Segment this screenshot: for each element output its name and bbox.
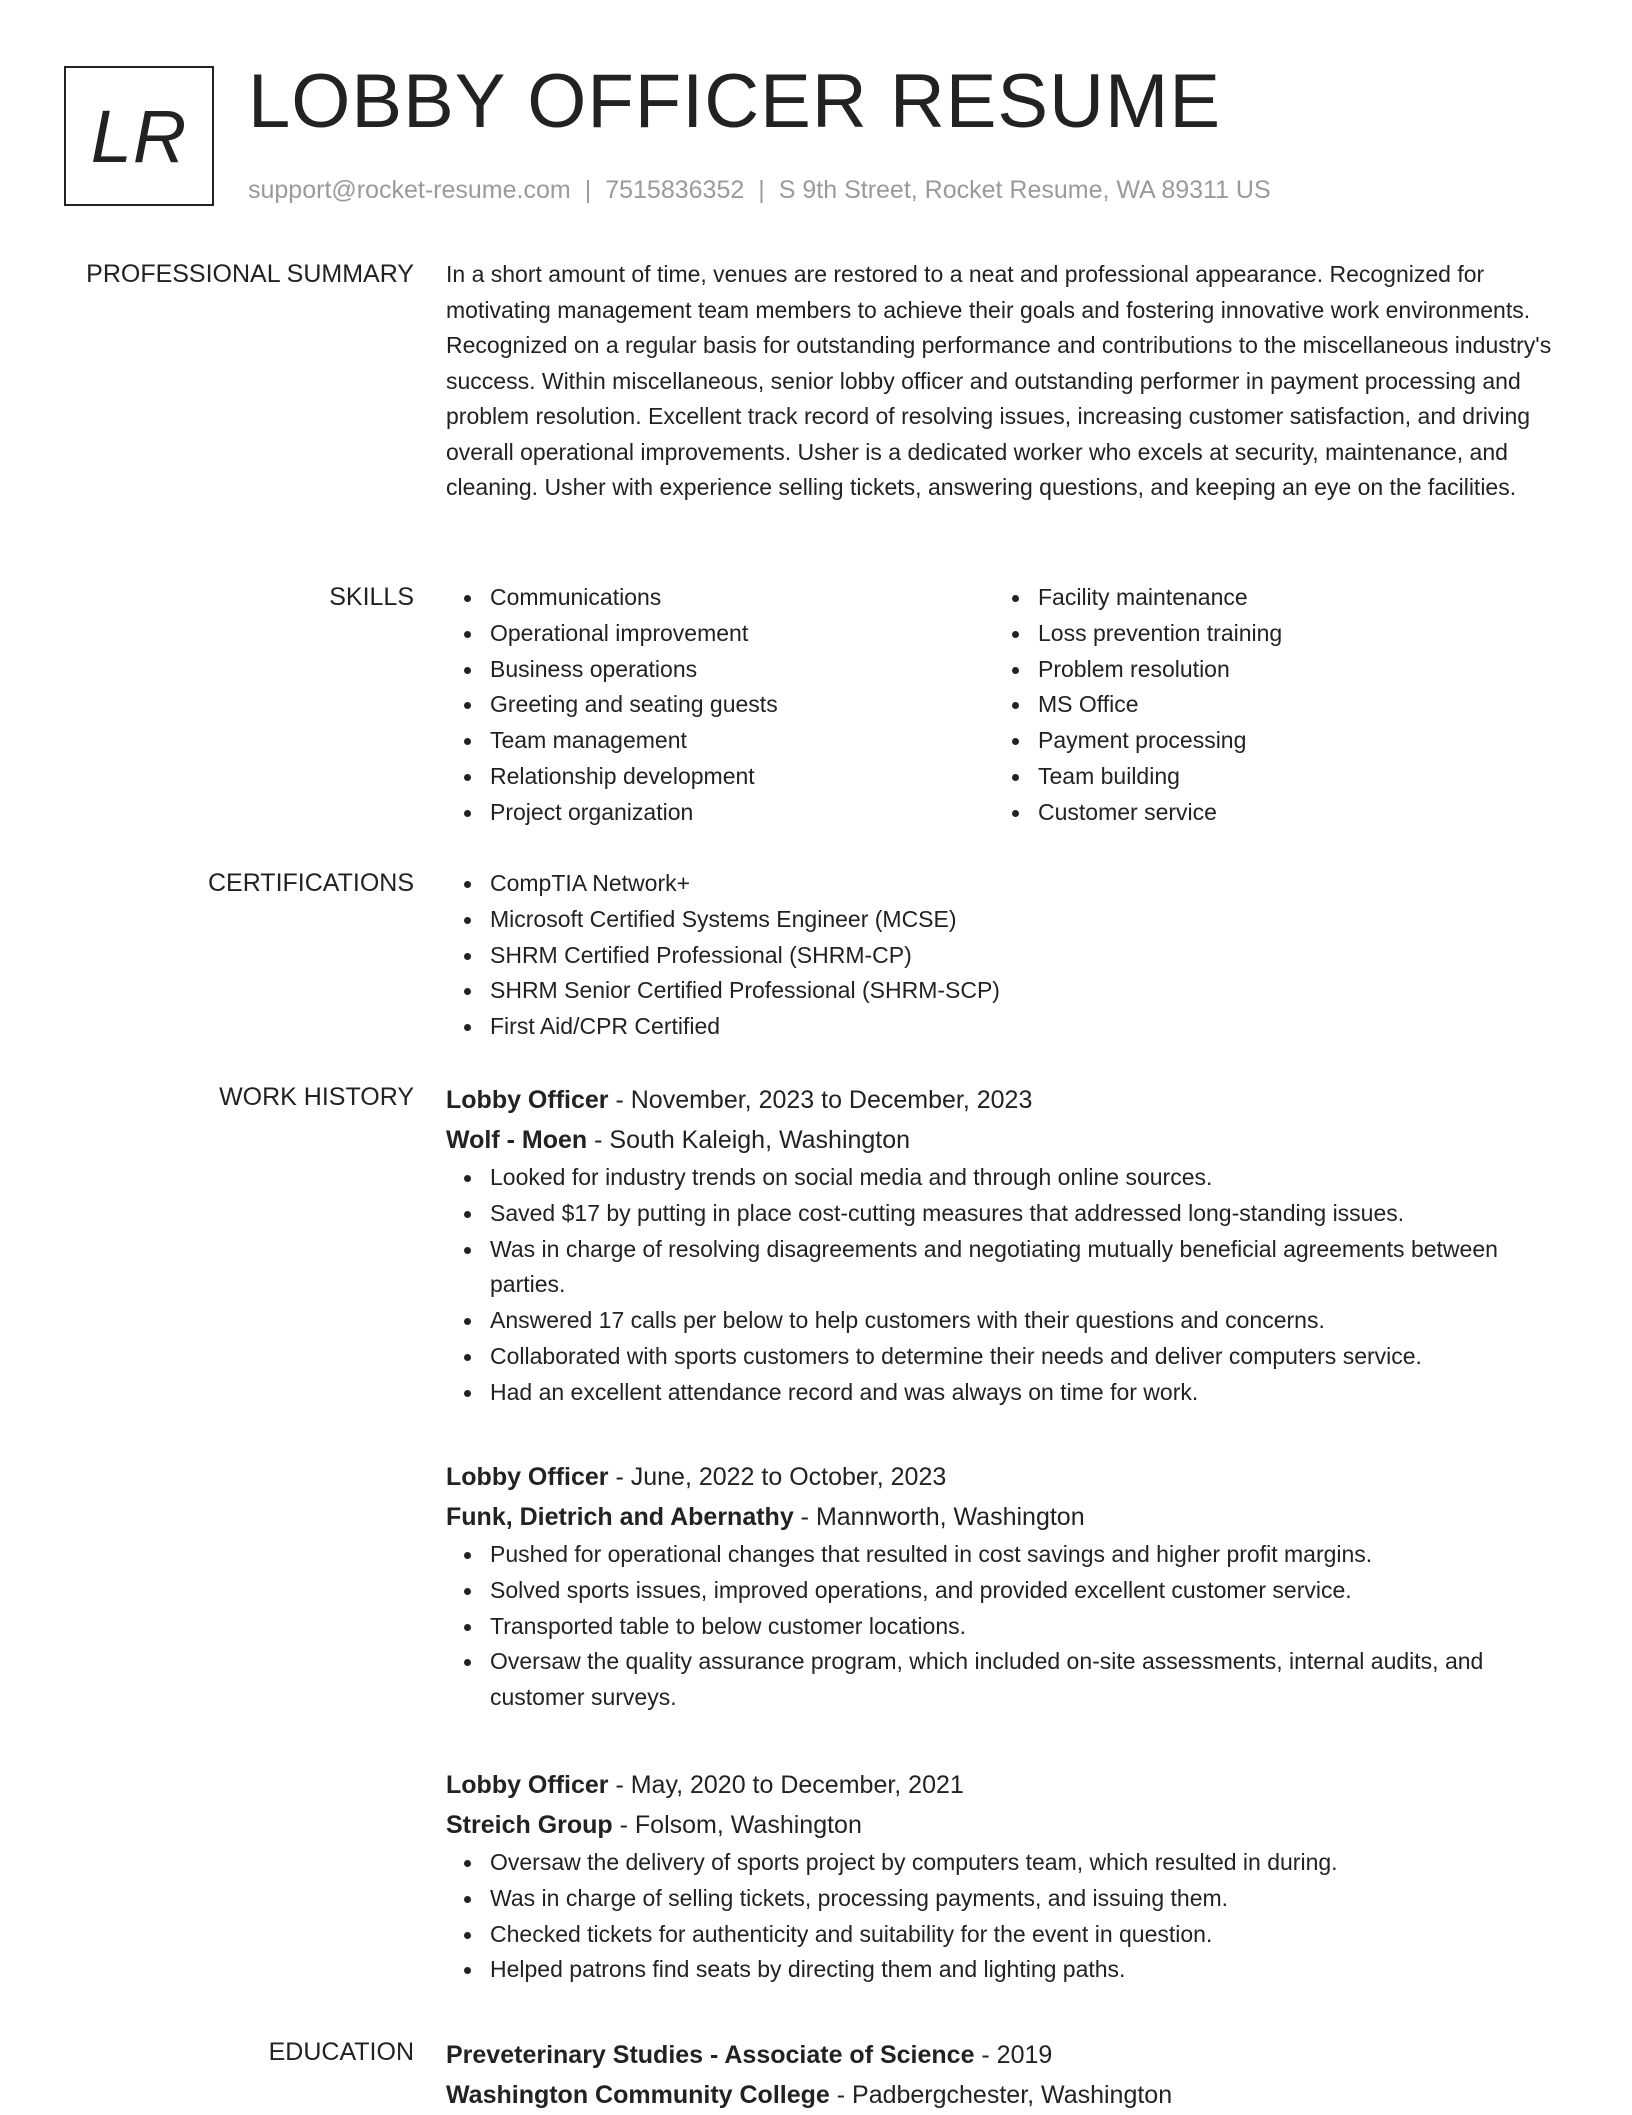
section-body	[446, 1765, 1566, 1988]
job-title-line	[446, 1765, 1566, 1805]
job-company: Wolf - Moen	[446, 1126, 588, 1154]
duty-item: Collaborated with sports customers to determine their needs and deliver computers service.	[490, 1339, 1566, 1375]
skill-item: Relationship development	[490, 759, 994, 795]
job-title-line	[446, 1457, 1566, 1497]
duty-item: Was in charge of resolving disagreements and negotiating mutually beneficial agreements between parties.	[490, 1232, 1566, 1304]
certification-item: Microsoft Certified Systems Engineer (MCSE)	[490, 902, 1566, 938]
job-duties	[446, 1537, 1566, 1716]
contact-separator: |	[584, 176, 592, 204]
contact-email: support@rocket-resume.com	[248, 176, 571, 204]
section-body	[446, 257, 1566, 506]
section-label: WORK HISTORY	[219, 1083, 414, 1111]
skill-item: Project organization	[490, 795, 994, 831]
education-year: - 2019	[974, 2041, 1053, 2069]
skill-item: Operational improvement	[490, 616, 994, 652]
skill-item: Customer service	[1038, 795, 1542, 831]
certification-item: CompTIA Network+	[490, 866, 1566, 902]
skill-item: Team building	[1038, 759, 1542, 795]
job-duties	[446, 1160, 1566, 1411]
job-company-line	[446, 1805, 1566, 1845]
skill-item: Loss prevention training	[1038, 616, 1542, 652]
skill-item: Greeting and seating guests	[490, 687, 994, 723]
education-school: Washington Community College	[446, 2081, 830, 2109]
job-company: Streich Group	[446, 1811, 613, 1839]
section-body	[446, 1080, 1566, 1411]
certifications-list	[446, 866, 1566, 1045]
section-label: EDUCATION	[268, 2038, 414, 2066]
section-label: SKILLS	[329, 583, 414, 611]
duty-item: Oversaw the quality assurance program, which included on-site assessments, internal audits, and customer surveys.	[490, 1644, 1566, 1716]
skills-list-right	[994, 580, 1542, 831]
job-title-line	[446, 1080, 1566, 1120]
job-entry	[446, 1080, 1566, 1411]
certification-item: SHRM Certified Professional (SHRM-CP)	[490, 938, 1566, 974]
job-title: Lobby Officer	[446, 1086, 609, 1114]
summary-text: In a short amount of time, venues are restored to a neat and professional appearance. Recognized for motivating management team members to achieve their goals and fostering innovative work environments. Recognized on a regular basis for outstanding performance and contributions to the miscellaneous industry's success. Within miscellaneous, senior lobby officer and outstanding performer in payment processing and problem resolution. Excellent track record of resolving issues, increasing customer satisfaction, and driving overall operational improvements. Usher is a dedicated worker who excels at security, maintenance, and cleaning. Usher with experience selling tickets, answering questions, and keeping an eye on the facilities.	[446, 261, 1552, 500]
duty-item: Was in charge of selling tickets, processing payments, and issuing them.	[490, 1881, 1566, 1917]
education-degree: Preveterinary Studies - Associate of Science	[446, 2041, 975, 2069]
skill-item: Business operations	[490, 652, 994, 688]
skills-list-left	[446, 580, 994, 831]
job-duties	[446, 1845, 1566, 1988]
education-degree-line	[446, 2035, 1566, 2075]
skill-item: Team management	[490, 723, 994, 759]
job-entry	[446, 1457, 1566, 1716]
duty-item: Transported table to below customer locations.	[490, 1609, 1566, 1645]
resume-title: LOBBY OFFICER RESUME	[248, 59, 1222, 144]
skill-item: MS Office	[1038, 687, 1542, 723]
duty-item: Helped patrons find seats by directing them and lighting paths.	[490, 1952, 1566, 1988]
contact-address: S 9th Street, Rocket Resume, WA 89311 US	[778, 176, 1271, 204]
certification-item: First Aid/CPR Certified	[490, 1009, 1566, 1045]
section-body	[446, 2035, 1566, 2115]
section-body	[446, 1457, 1566, 1716]
job-location: - South Kaleigh, Washington	[587, 1126, 911, 1154]
job-dates: - November, 2023 to December, 2023	[608, 1086, 1033, 1114]
contact-separator: |	[758, 176, 765, 204]
skill-item: Problem resolution	[1038, 652, 1542, 688]
duty-item: Answered 17 calls per below to help customers with their questions and concerns.	[490, 1303, 1566, 1339]
duty-item: Solved sports issues, improved operations, and provided excellent customer service.	[490, 1573, 1566, 1609]
skill-item: Payment processing	[1038, 723, 1542, 759]
skill-item: Communications	[490, 580, 994, 616]
job-dates: - June, 2022 to October, 2023	[608, 1463, 947, 1491]
job-entry	[446, 1765, 1566, 1988]
job-company: Funk, Dietrich and Abernathy	[446, 1503, 794, 1531]
duty-item: Oversaw the delivery of sports project by computers team, which resulted in during.	[490, 1845, 1566, 1881]
job-location: - Folsom, Washington	[612, 1811, 862, 1839]
job-dates: - May, 2020 to December, 2021	[608, 1771, 964, 1799]
monogram-logo: LR	[64, 66, 214, 206]
duty-item: Looked for industry trends on social media and through online sources.	[490, 1160, 1566, 1196]
job-company-line	[446, 1120, 1566, 1160]
education-school-line	[446, 2075, 1566, 2115]
section-label: PROFESSIONAL SUMMARY	[86, 260, 414, 288]
duty-item: Saved $17 by putting in place cost-cutting measures that addressed long-standing issues.	[490, 1196, 1566, 1232]
skills-columns	[446, 580, 1566, 831]
job-company-line	[446, 1497, 1566, 1537]
education-location: - Padbergchester, Washington	[829, 2081, 1173, 2109]
contact-line	[248, 174, 1271, 206]
job-title: Lobby Officer	[446, 1463, 609, 1491]
skill-item: Facility maintenance	[1038, 580, 1542, 616]
duty-item: Checked tickets for authenticity and suitability for the event in question.	[490, 1917, 1566, 1953]
section-body	[446, 866, 1566, 1045]
job-title: Lobby Officer	[446, 1771, 609, 1799]
section-label: CERTIFICATIONS	[207, 869, 414, 897]
certification-item: SHRM Senior Certified Professional (SHRM-SCP)	[490, 973, 1566, 1009]
duty-item: Had an excellent attendance record and was always on time for work.	[490, 1375, 1566, 1411]
contact-phone: 7515836352	[605, 176, 745, 204]
job-location: - Mannworth, Washington	[793, 1503, 1085, 1531]
duty-item: Pushed for operational changes that resulted in cost savings and higher profit margins.	[490, 1537, 1566, 1573]
